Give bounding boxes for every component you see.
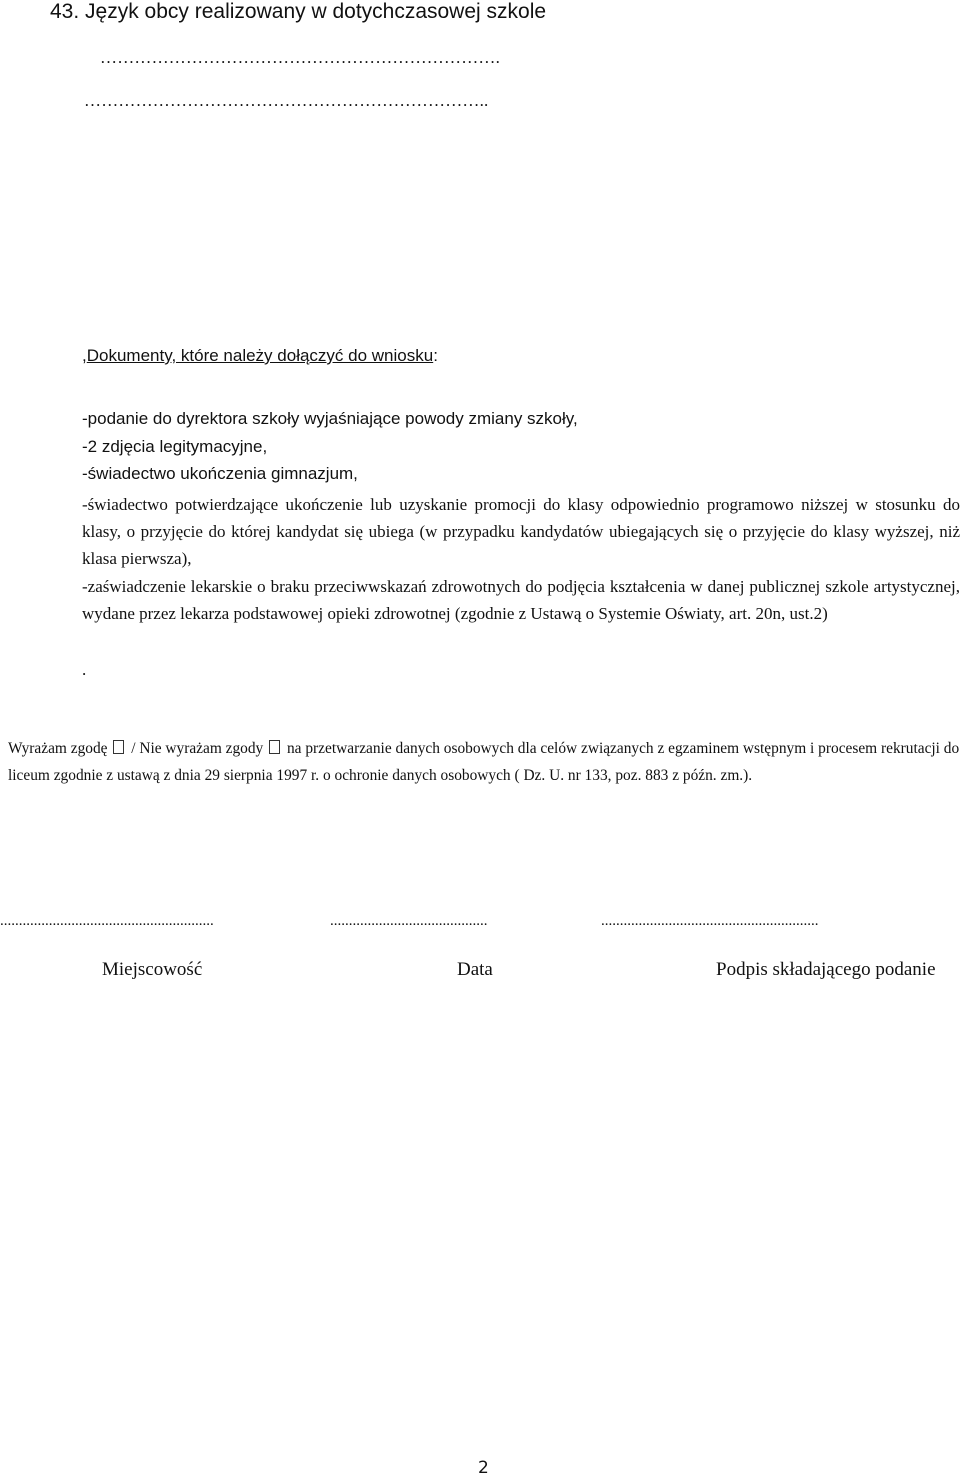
disagree-checkbox[interactable] (269, 740, 280, 754)
agree-checkbox[interactable] (113, 740, 124, 754)
answer-dotted-line-2: …………………………………………………………….. (84, 91, 489, 110)
question-title: 43. Język obcy realizowany w dotychczasowej szkole (50, 0, 547, 23)
document-item-application: -podanie do dyrektora szkoły wyjaśniające powody zmiany szkoły, (82, 409, 578, 428)
heading-underlined: Dokumenty, które należy dołączyć do wniosku (86, 346, 434, 365)
date-signature-line: .......................................... (330, 913, 488, 929)
place-label: Miejscowość (102, 959, 203, 980)
page-number: 2 (478, 1458, 489, 1478)
trailing-dot: . (82, 660, 87, 679)
consent-text: na przetwarzanie danych osobowych dla celów związanych z egzaminem wstępnym i procesem rekrutacji do liceum zgodnie z ustawą z dnia 29 sierpnia 1997 r. o ochronie danych osobowych ( Dz. U. nr 133, poz. 883 z późn. zm.). (8, 740, 960, 784)
answer-dotted-line-1: ……………………………………………………………. (100, 48, 501, 67)
heading-prefix: , (82, 346, 87, 365)
document-item-photos: -2 zdjęcia legitymacyjne, (82, 437, 268, 456)
data-consent-statement (8, 735, 960, 789)
date-label: Data (457, 959, 493, 980)
applicant-signature-line: .......................................................... (601, 913, 819, 929)
consent-agree-label: Wyrażam zgodę (8, 740, 108, 757)
applicant-signature-label: Podpis składającego podanie (716, 959, 936, 980)
heading-suffix: : (433, 346, 438, 365)
place-signature-line: ......................................................... (0, 913, 214, 929)
document-item-medical-certificate: -zaświadczenie lekarskie o braku przeciwwskazań zdrowotnych do podjęcia kształcenia w danej publicznej szkole artystycznej, wydane przez lekarza podstawowej opieki zdrowotnej (zgodnie z Ustawą o Systemie Oświaty, art. 20n, ust.2) (82, 577, 960, 623)
document-item-promotion-certificate: -świadectwo potwierdzające ukończenie lub uzyskanie promocji do klasy odpowiednio programowo niższej w stosunku do klasy, o przyjęcie do której kandydat się ubiega (w przypadku kandydatów ubiegających się o przyjęcie do klasy wyższej, niż klasa pierwsza), (82, 495, 960, 568)
document-item-certificate: -świadectwo ukończenia gimnazjum, (82, 464, 358, 483)
consent-disagree-label: / Nie wyrażam zgody (131, 740, 264, 757)
documents-heading (82, 346, 438, 366)
